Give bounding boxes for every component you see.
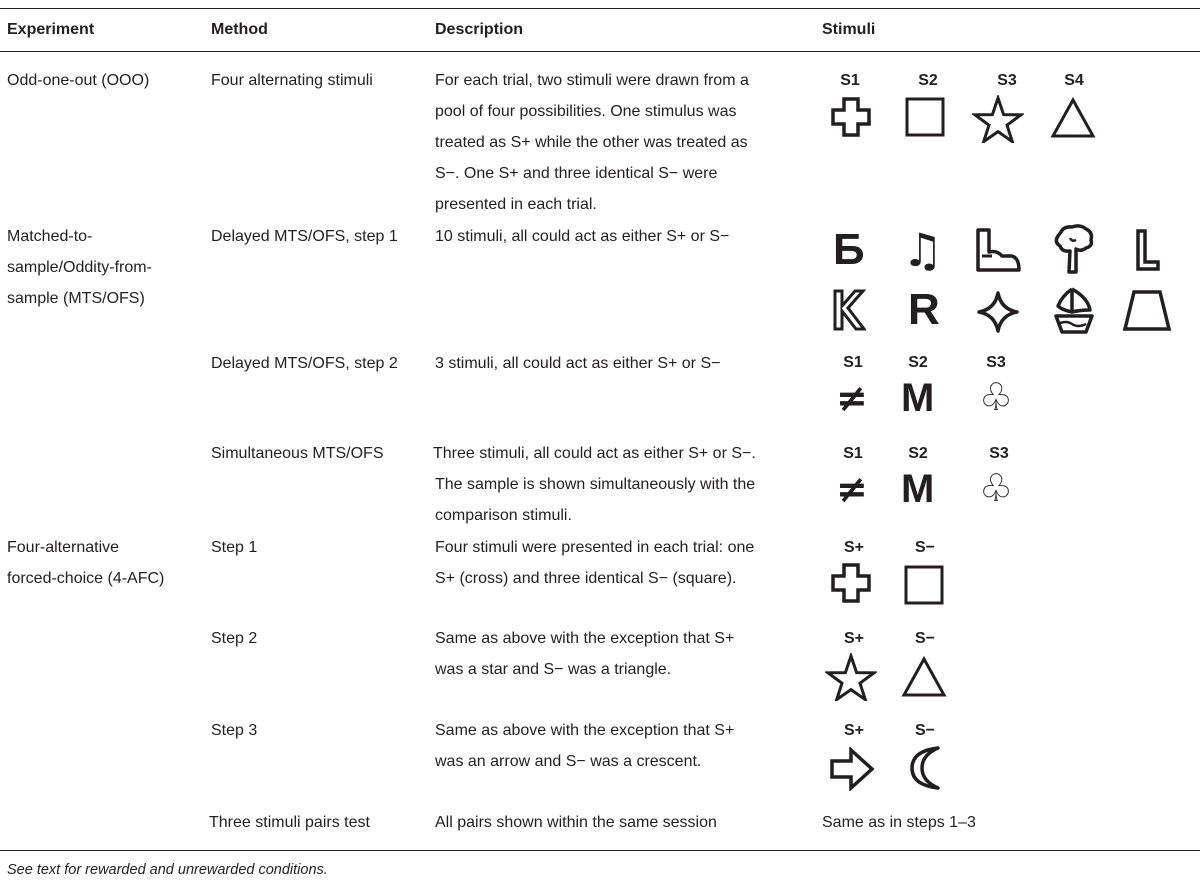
stimulus-label-s-plus: S+: [843, 539, 864, 556]
description-afc-step3-line-2: was an arrow and S− was a crescent.: [435, 753, 702, 770]
trapezoid-icon: [1122, 289, 1172, 333]
letter-l-icon: [1135, 228, 1161, 272]
cyrillic-be-glyph: Б: [833, 225, 865, 274]
method-pairs-test: Three stimuli pairs test: [209, 814, 370, 831]
method-mts-step1: Delayed MTS/OFS, step 1: [211, 228, 398, 245]
experiment-mts-line-1: Matched-to-: [7, 228, 93, 245]
header-experiment: Experiment: [7, 21, 95, 38]
club-glyph: ♧: [979, 375, 1014, 419]
description-mts-step1: 10 stimuli, all could act as either S+ or S−: [435, 228, 730, 245]
letter-m-glyph: M: [901, 376, 935, 420]
stimulus-label-s2: S2: [908, 445, 928, 462]
stimulus-label-s2: S2: [908, 354, 928, 371]
letter-k-icon: [832, 288, 866, 332]
crescent-icon: [906, 745, 948, 791]
method-mts-simultaneous: Simultaneous MTS/OFS: [211, 445, 384, 462]
description-afc-step2-line-1: Same as above with the exception that S+: [435, 630, 735, 647]
experiment-mts-line-2: sample/Oddity-from-: [7, 259, 152, 276]
description-mts-sim-line-1: Three stimuli, all could act as either S+ or S−.: [433, 445, 756, 462]
method-afc-step1: Step 1: [211, 539, 258, 556]
tree-icon: [1052, 224, 1096, 276]
square-icon: [905, 97, 945, 137]
stimulus-label-s-minus: S−: [914, 722, 935, 739]
bottom-rule: [0, 850, 1200, 851]
club-glyph: ♧: [979, 466, 1014, 510]
not-equal-glyph: ≠: [836, 376, 868, 420]
music-note-glyph: ♫: [902, 223, 944, 277]
cross-icon: [830, 96, 872, 138]
method-afc-step2: Step 2: [211, 630, 258, 647]
method-afc-step3: Step 3: [211, 722, 258, 739]
stimulus-label-s3: S3: [997, 72, 1017, 89]
stimulus-label-s1: S1: [840, 72, 860, 89]
boot-icon: [972, 226, 1022, 274]
description-mts-sim-line-3: comparison stimuli.: [435, 507, 572, 524]
description-afc-step3-line-1: Same as above with the exception that S+: [435, 722, 735, 739]
four-point-star-icon: [977, 291, 1019, 333]
method-ooo: Four alternating stimuli: [211, 72, 373, 89]
stimulus-label-s1: S1: [843, 354, 863, 371]
cross-icon: [830, 562, 872, 604]
letter-r-glyph: R: [908, 285, 940, 334]
triangle-icon: [901, 656, 947, 698]
star-icon: [972, 95, 1024, 143]
boat-icon: [1052, 286, 1098, 336]
stimulus-label-s1: S1: [843, 445, 863, 462]
arrow-icon: [829, 747, 875, 791]
description-ooo-line-4: S−. One S+ and three identical S− were: [435, 165, 718, 182]
triangle-icon: [1050, 97, 1096, 139]
description-ooo-line-2: pool of four possibilities. One stimulus was: [435, 103, 737, 120]
experiment-afc-line-1: Four-alternative: [7, 539, 120, 556]
stimulus-label-s3: S3: [989, 445, 1009, 462]
letter-m-glyph: M: [901, 467, 935, 511]
stimulus-label-s-minus: S−: [914, 630, 935, 647]
not-equal-glyph: ≠: [836, 467, 868, 511]
description-pairs-test: All pairs shown within the same session: [435, 814, 717, 831]
header-rule: [0, 51, 1200, 52]
experiment-ooo: Odd-one-out (OOO): [7, 72, 150, 89]
header-description: Description: [435, 21, 524, 38]
description-mts-step2: 3 stimuli, all could act as either S+ or S−: [435, 355, 721, 372]
description-afc-step1-line-2: S+ (cross) and three identical S− (square).: [435, 570, 737, 587]
description-afc-step1-line-1: Four stimuli were presented in each trial: one: [435, 539, 755, 556]
square-icon: [904, 565, 944, 605]
stimulus-label-s3: S3: [986, 354, 1006, 371]
description-afc-step2-line-2: was a star and S− was a triangle.: [435, 661, 672, 678]
method-mts-step2: Delayed MTS/OFS, step 2: [211, 355, 398, 372]
description-mts-sim-line-2: The sample is shown simultaneously with the: [435, 476, 756, 493]
description-ooo-line-3: treated as S+ while the other was treated as: [435, 134, 748, 151]
experiment-afc-line-2: forced-choice (4-AFC): [7, 570, 165, 587]
header-stimuli: Stimuli: [822, 21, 876, 38]
header-method: Method: [211, 21, 268, 38]
stimulus-label-s-plus: S+: [843, 630, 864, 647]
description-ooo-line-5: presented in each trial.: [435, 196, 597, 213]
stimulus-label-s2: S2: [918, 72, 938, 89]
description-ooo-line-1: For each trial, two stimuli were drawn from a: [435, 72, 749, 89]
table-footnote: See text for rewarded and unrewarded conditions.: [7, 862, 328, 878]
experiment-mts-line-3: sample (MTS/OFS): [7, 290, 145, 307]
star-icon: [825, 653, 877, 701]
top-rule: [0, 8, 1200, 9]
stimulus-label-s-plus: S+: [843, 722, 864, 739]
stimulus-label-s-minus: S−: [914, 539, 935, 556]
stimulus-label-s4: S4: [1064, 72, 1084, 89]
stimuli-pairs-test: Same as in steps 1–3: [822, 814, 976, 831]
